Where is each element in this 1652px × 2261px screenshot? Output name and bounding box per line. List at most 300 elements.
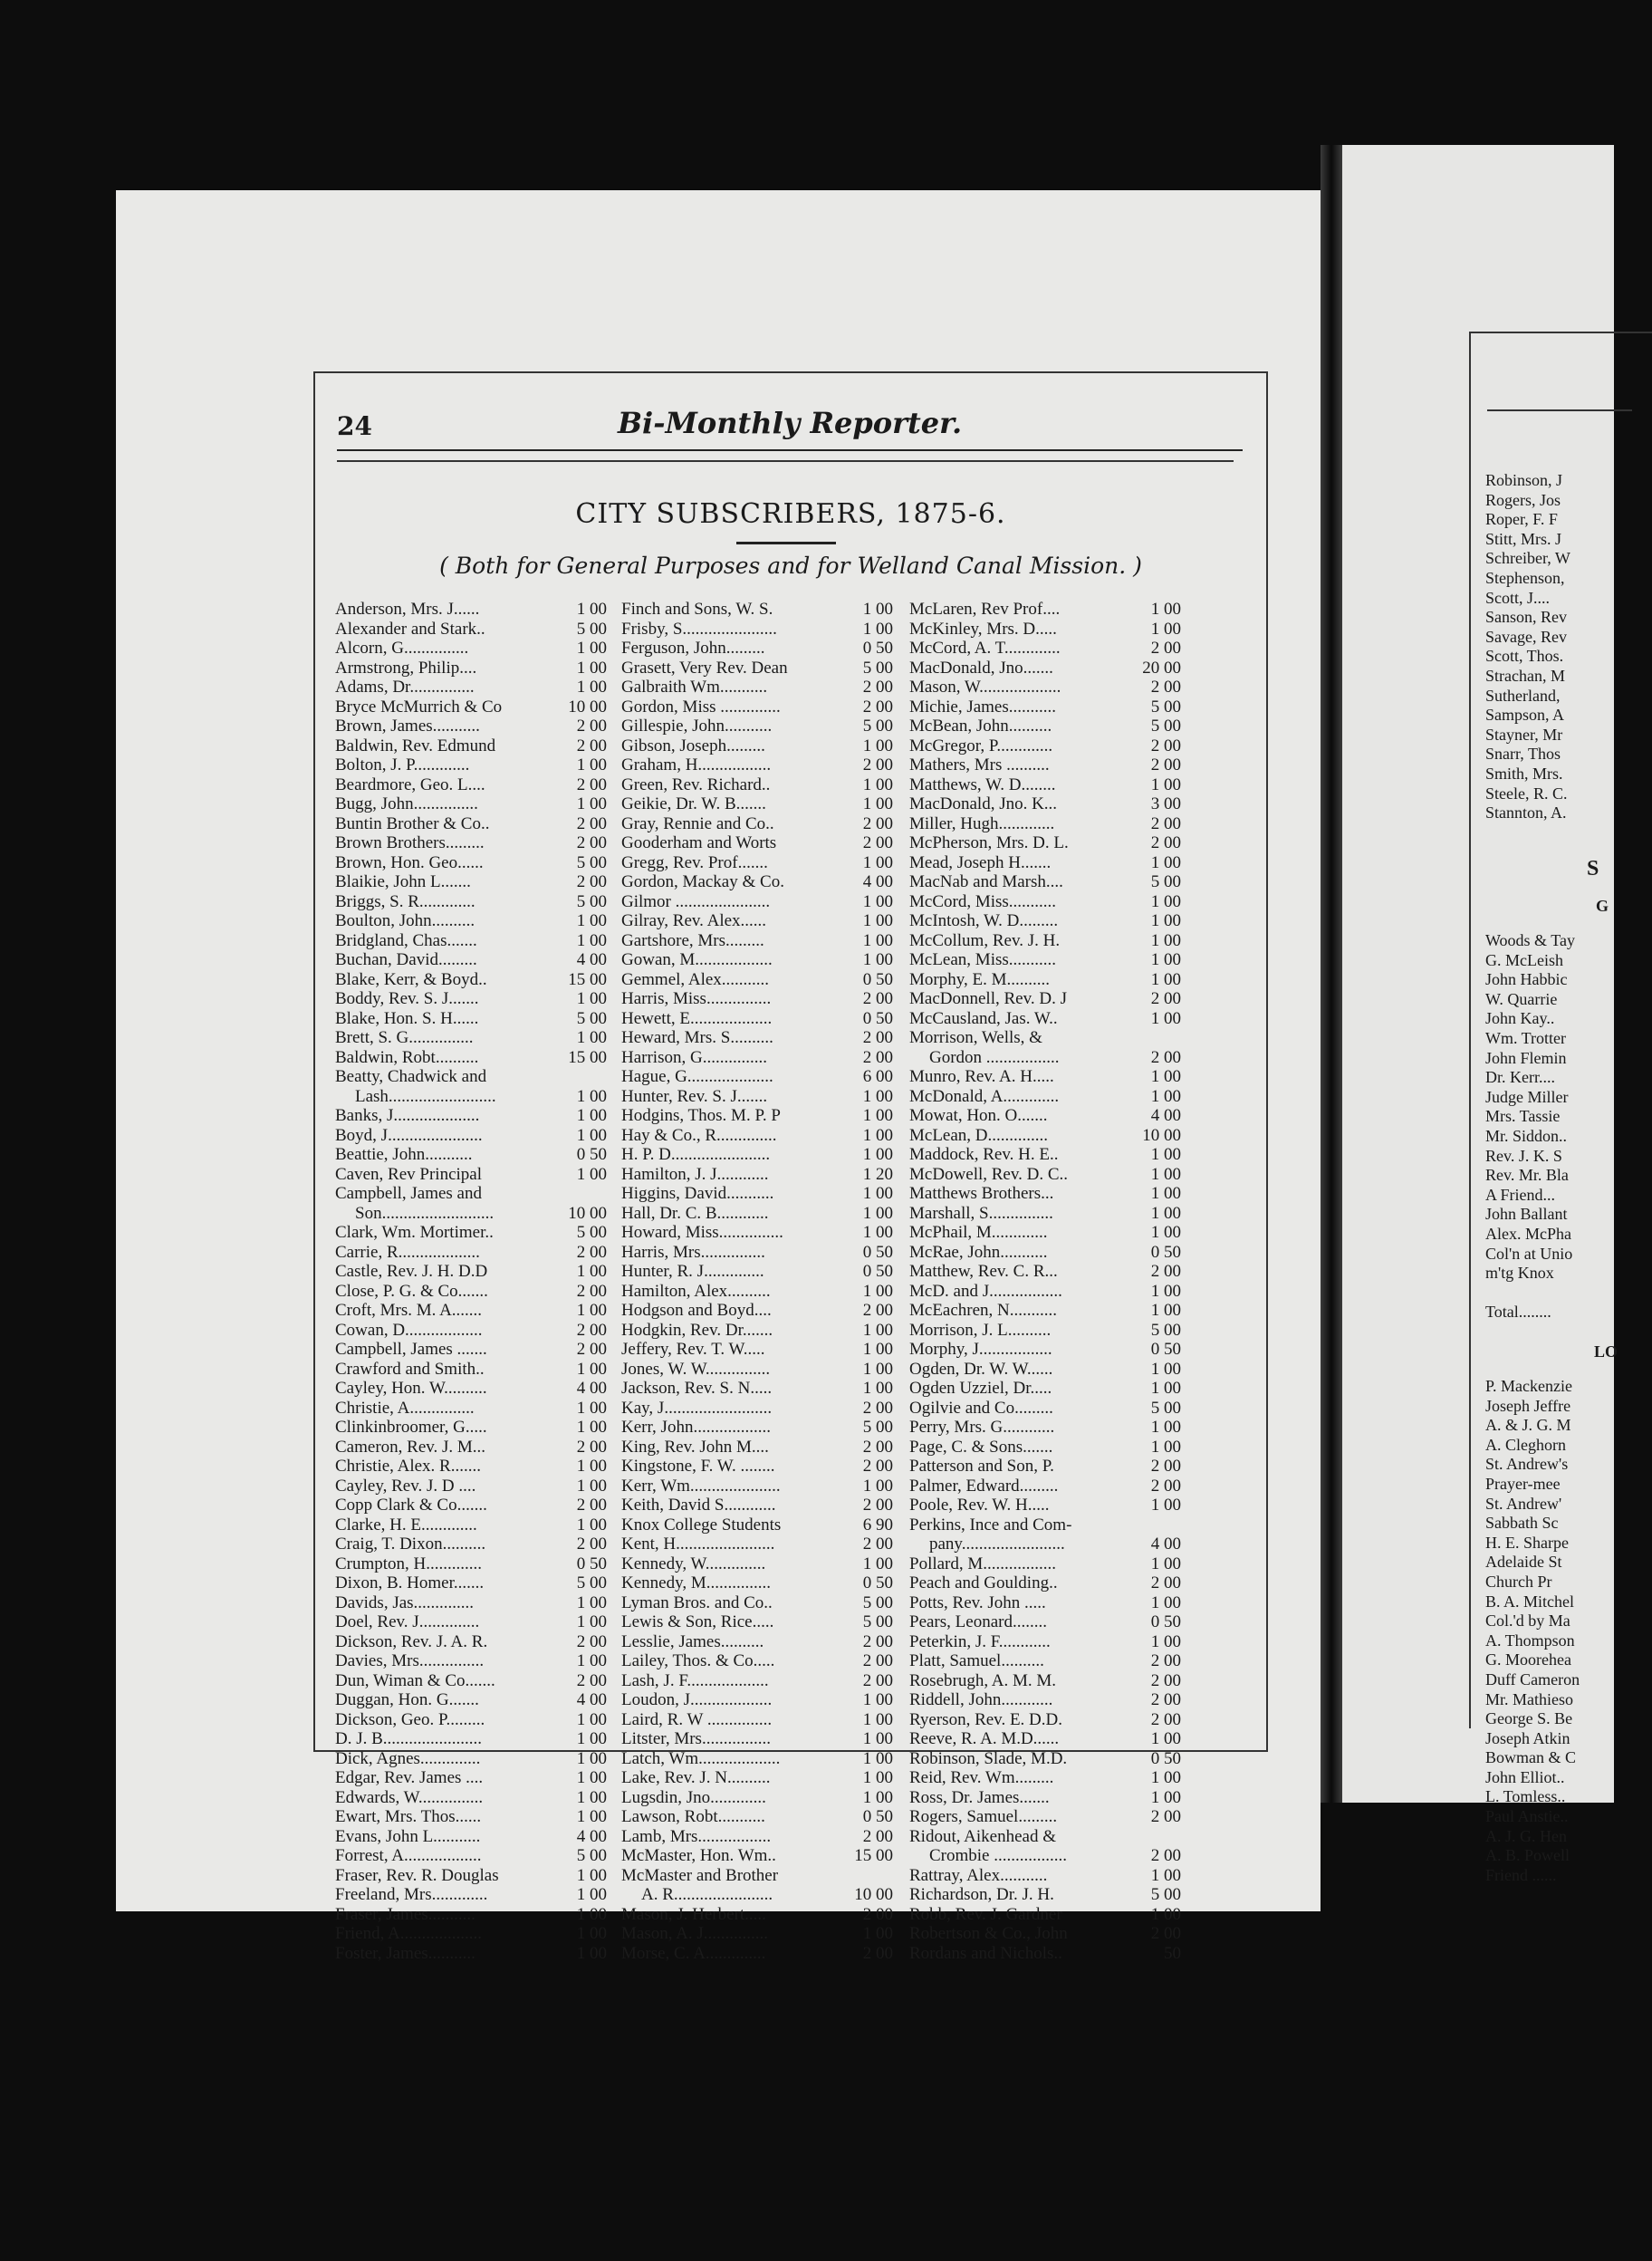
subscription-amount: 1 00 [1150, 1086, 1181, 1106]
subscriber-entry [909, 736, 1181, 756]
subscriber-entry [335, 853, 607, 873]
subscriber-name: Cowan, D.................. [335, 1320, 483, 1340]
subscriber-entry [909, 1690, 1181, 1710]
book-gutter [1321, 145, 1342, 1803]
subscriber-name: Bolton, J. P............. [335, 755, 470, 775]
subscriber-name: Hodgson and Boyd.... [621, 1301, 772, 1320]
subscriber-name: Rogers, Samuel......... [909, 1807, 1058, 1826]
subscriber-name: McCausland, Jas. W.. [909, 1008, 1058, 1028]
subscriber-name: Kennedy, W.............. [621, 1554, 766, 1573]
subscription-amount: 0 50 [862, 639, 893, 658]
subscriber-entry [335, 1028, 607, 1048]
subscriber-name: Bugg, John............... [335, 794, 478, 813]
subscriber-name: Matthews, W. D........ [909, 775, 1056, 794]
subscriber-name: Blaikie, John L....... [335, 872, 471, 891]
subscriber-entry [335, 1846, 607, 1866]
subscriber-name: Frisby, S...................... [621, 619, 777, 639]
subscriber-entry [621, 1905, 893, 1925]
subscriber-entry [335, 833, 607, 853]
subscriber-name: Brown, Hon. Geo...... [335, 852, 484, 872]
subscription-amount: 1 00 [576, 911, 607, 930]
subscriber-name: Grasett, Very Rev. Dean [621, 658, 788, 678]
subscriber-entry [909, 950, 1181, 970]
subscriber-name: Close, P. G. & Co....... [335, 1281, 488, 1301]
subscriber-entry [335, 755, 607, 775]
right-subscriber-entry: Robinson, J [1485, 471, 1563, 489]
subscriber-entry [909, 853, 1181, 873]
subscriber-entry [335, 794, 607, 814]
subscriber-name: Fraser, James........... [335, 1904, 475, 1924]
subscriber-column-2 [621, 600, 893, 1963]
subscriber-name: Reeve, R. A. M.D...... [909, 1729, 1060, 1748]
subscriber-name: McCord, A. T............. [909, 639, 1061, 658]
subscriber-entry [335, 1671, 607, 1691]
subscription-amount: 1 00 [576, 1164, 607, 1184]
section-title: CITY SUBSCRIBERS, 1875-6. [575, 498, 1006, 530]
subscriber-name: Mowat, Hon. O....... [909, 1106, 1048, 1125]
section-subtitle: ( Both for General Purposes and for Welland Canal Mission. ) [439, 553, 1142, 579]
subscriber-name: McDonald, A............. [909, 1086, 1060, 1106]
right-subscriber-entry: St. Andrew' [1485, 1494, 1562, 1513]
subscriber-name: Richardson, Dr. J. H. [909, 1885, 1054, 1904]
subscription-amount: 0 50 [862, 1242, 893, 1262]
subscriber-entry [621, 736, 893, 756]
subscriber-entry [909, 794, 1181, 814]
right-heading-s: S [1587, 857, 1601, 880]
subscriber-name: Forrest, A.................. [335, 1846, 482, 1865]
subscriber-name: King, Rev. John M.... [621, 1437, 769, 1457]
subscriber-entry [335, 1165, 607, 1185]
subscriber-entry [621, 1067, 893, 1087]
subscription-amount: 5 00 [1150, 1885, 1181, 1904]
subscriber-name: Gregg, Rev. Prof....... [621, 852, 768, 872]
subscriber-entry [621, 1846, 893, 1866]
subscription-amount: 1 00 [576, 755, 607, 775]
subscriber-name: Perry, Mrs. G............ [909, 1418, 1055, 1437]
subscriber-name: Palmer, Edward......... [909, 1476, 1059, 1496]
subscriber-entry [909, 1067, 1181, 1087]
subscriber-entry [335, 678, 607, 698]
subscription-amount: 1 00 [1150, 1418, 1181, 1437]
subscription-amount: 1 00 [576, 1457, 607, 1476]
subscriber-entry [621, 1438, 893, 1458]
right-subscriber-entry: L. Tomless.. [1485, 1787, 1566, 1806]
subscriber-entry [621, 1204, 893, 1224]
subscription-amount: 2 00 [1150, 639, 1181, 658]
subscriber-entry [335, 970, 607, 990]
subscriber-entry [335, 1126, 607, 1146]
subscriber-entry [909, 1340, 1181, 1360]
subscriber-entry [335, 1087, 607, 1107]
subscription-amount: 1 00 [576, 930, 607, 950]
subscription-amount: 10 00 [568, 697, 607, 717]
subscriber-name: McIntosh, W. D......... [909, 911, 1059, 930]
subscriber-entry [335, 1885, 607, 1905]
subscription-amount: 4 00 [862, 872, 893, 891]
right-subscriber-entry: Alex. McPha [1485, 1224, 1571, 1243]
subscriber-name: Lake, Rev. J. N.......... [621, 1768, 771, 1787]
subscriber-name: Peach and Goulding.. [909, 1573, 1058, 1592]
subscriber-entry [621, 1165, 893, 1185]
subscriber-entry [621, 853, 893, 873]
subscriber-name: Patterson and Son, P. [909, 1457, 1054, 1476]
subscription-amount: 2 00 [1150, 755, 1181, 775]
subscriber-name: Gray, Rennie and Co.. [621, 813, 774, 833]
subscription-amount: 1 00 [1150, 1223, 1181, 1242]
journal-title: Bi-Monthly Reporter. [618, 406, 963, 440]
subscription-amount: 1 00 [1150, 1008, 1181, 1028]
subscriber-name: Kerr, Wm..................... [621, 1476, 781, 1496]
subscriber-name: Alcorn, G............... [335, 639, 469, 658]
subscriber-entry [335, 1729, 607, 1749]
right-subscriber-entry: A Friend... [1485, 1185, 1556, 1204]
subscription-amount: 1 00 [862, 1184, 893, 1203]
subscriber-name: Riddell, John............ [909, 1690, 1053, 1709]
subscriber-name: Ogilvie and Co......... [909, 1398, 1053, 1418]
subscription-amount: 2 00 [1150, 736, 1181, 755]
subscriber-entry [909, 1282, 1181, 1302]
right-subscriber-list-1 [1485, 471, 1630, 823]
subscriber-entry [335, 1243, 607, 1263]
subscriber-entry [909, 1145, 1181, 1165]
subscriber-entry [335, 1379, 607, 1399]
subscription-amount: 1 00 [1150, 930, 1181, 950]
subscriber-entry [909, 1632, 1181, 1652]
subscriber-name: Ryerson, Rev. E. D.D. [909, 1709, 1062, 1729]
subscription-amount: 1 00 [862, 736, 893, 755]
subscription-amount: 10 00 [854, 1885, 893, 1904]
subscriber-entry [335, 1535, 607, 1554]
subscriber-entry [335, 1827, 607, 1847]
right-subscriber-entry: Stephenson, [1485, 568, 1565, 587]
subscriber-entry [621, 833, 893, 853]
subscriber-entry [909, 659, 1181, 678]
subscriber-name: McMaster, Hon. Wm.. [621, 1846, 776, 1865]
right-subscriber-entry: John Ballant [1485, 1205, 1568, 1224]
right-subscriber-entry: Sabbath Sc [1485, 1514, 1559, 1533]
subscription-amount: 10 00 [1142, 1125, 1181, 1145]
right-subscriber-entry: Stannton, A. [1485, 803, 1567, 823]
subscription-amount: 1 00 [862, 600, 893, 619]
right-subscriber-entry: George S. Be [1485, 1709, 1573, 1728]
right-subscriber-entry: Col'n at Unio [1485, 1244, 1573, 1263]
subscription-amount: 1 00 [1150, 1379, 1181, 1398]
subscriber-name: Pollard, M................. [909, 1554, 1057, 1573]
subscription-amount: 0 50 [1150, 1340, 1181, 1359]
subscriber-name: Gordon ................. [929, 1047, 1060, 1067]
right-subscriber-entry: A. Thompson [1485, 1631, 1575, 1650]
subscriber-entry [335, 1418, 607, 1438]
subscriber-entry [909, 1028, 1181, 1048]
header-rule [337, 460, 1234, 462]
subscription-amount: 1 00 [576, 1807, 607, 1826]
right-subscriber-entry: A. B. Powell [1485, 1846, 1570, 1865]
subscriber-entry [621, 1028, 893, 1048]
subscriber-name: Keith, David S............ [621, 1496, 776, 1515]
subscriber-name: Morrison, J. L.......... [909, 1320, 1052, 1340]
subscriber-entry [909, 1710, 1181, 1730]
subscription-amount: 1 00 [862, 775, 893, 794]
subscription-amount: 2 00 [1150, 1924, 1181, 1943]
subscription-amount: 1 00 [1150, 1592, 1181, 1612]
subscriber-name: Finch and Sons, W. S. [621, 600, 773, 619]
subscription-amount: 4 00 [1150, 1106, 1181, 1125]
subscriber-entry [621, 600, 893, 620]
right-subscriber-entry [1485, 1284, 1630, 1304]
subscription-amount: 2 00 [1150, 1573, 1181, 1592]
subscription-amount: 1 00 [576, 1865, 607, 1885]
subscription-amount: 6 90 [862, 1515, 893, 1535]
subscriber-name: McEachren, N........... [909, 1301, 1058, 1320]
subscription-amount: 1 00 [862, 911, 893, 930]
right-subscriber-entry: Schreiber, W [1485, 549, 1570, 568]
subscriber-name: Reid, Rev. Wm......... [909, 1768, 1054, 1787]
subscriber-name: Robertson & Co., John [909, 1924, 1068, 1943]
subscriber-entry [909, 1612, 1181, 1632]
subscriber-name: Mason, A. J............... [621, 1924, 769, 1943]
subscriber-entry [909, 698, 1181, 717]
subscriber-name: Christie, A............... [335, 1398, 475, 1418]
subscription-amount: 1 00 [862, 1145, 893, 1164]
subscriber-entry [621, 1535, 893, 1554]
subscriber-entry [909, 1418, 1181, 1438]
subscriber-name: Jones, W. W............... [621, 1359, 771, 1379]
subscriber-entry [621, 1593, 893, 1613]
subscriber-entry [909, 1944, 1181, 1964]
subscriber-entry [909, 678, 1181, 698]
subscription-amount: 5 00 [1150, 717, 1181, 736]
subscriber-entry [909, 1399, 1181, 1419]
subscriber-name: Robinson, Slade, M.D. [909, 1748, 1068, 1768]
subscription-amount: 4 00 [576, 1690, 607, 1709]
subscriber-entry [621, 1360, 893, 1380]
right-subscriber-entry: Col.'d by Ma [1485, 1612, 1570, 1631]
subscription-amount: 1 00 [862, 891, 893, 911]
subscription-amount: 2 00 [576, 833, 607, 852]
subscriber-entry [909, 1866, 1181, 1886]
subscription-amount: 1 00 [1150, 1729, 1181, 1748]
right-subscriber-entry: Steele, R. C. [1485, 784, 1568, 803]
right-subscriber-entry: G. McLeish [1485, 950, 1563, 969]
subscriber-name: Baldwin, Robt.......... [335, 1047, 479, 1067]
subscriber-entry [335, 1866, 607, 1886]
subscription-amount: 0 50 [576, 1554, 607, 1573]
subscription-amount: 1 00 [862, 930, 893, 950]
subscriber-entry [335, 1204, 607, 1224]
subscriber-entry [335, 1477, 607, 1496]
subscriber-name: Boyd, J...................... [335, 1125, 483, 1145]
subscriber-entry [909, 1165, 1181, 1185]
subscriber-entry [909, 1651, 1181, 1671]
subscriber-entry [335, 872, 607, 892]
subscriber-entry [335, 892, 607, 912]
subscriber-name: Michie, James........... [909, 697, 1057, 717]
subscriber-entry [621, 717, 893, 736]
subscription-amount: 0 50 [862, 1008, 893, 1028]
subscription-amount: 1 00 [862, 1554, 893, 1573]
right-heading-lo: LO [1594, 1342, 1618, 1361]
subscriber-entry [621, 989, 893, 1009]
subscription-amount: 5 00 [1150, 1320, 1181, 1340]
subscriber-entry [335, 1612, 607, 1632]
right-subscriber-entry: Scott, J.... [1485, 588, 1551, 607]
right-subscriber-entry: Church Pr [1485, 1572, 1552, 1591]
subscriber-entry [621, 1632, 893, 1652]
subscriber-name: Bridgland, Chas....... [335, 930, 477, 950]
subscription-amount: 1 00 [862, 1924, 893, 1943]
subscription-amount: 2 00 [862, 678, 893, 697]
subscription-amount: 1 20 [862, 1164, 893, 1184]
subscriber-name: Geikie, Dr. W. B....... [621, 794, 766, 813]
subscriber-name: Carrie, R................... [335, 1242, 480, 1262]
subscriber-name: Doel, Rev. J.............. [335, 1612, 480, 1631]
subscriber-name: Ogden Uzziel, Dr..... [909, 1379, 1052, 1398]
subscriber-name: Crawford and Smith.. [335, 1359, 485, 1379]
right-subscriber-entry: m'tg Knox [1485, 1264, 1554, 1283]
right-page [1342, 145, 1618, 1884]
subscription-amount: 1 00 [862, 852, 893, 872]
subscription-amount: 1 00 [862, 1125, 893, 1145]
subscriber-name: Cayley, Rev. J. D .... [335, 1476, 476, 1496]
subscriber-entry [909, 1106, 1181, 1126]
subscription-amount: 1 00 [862, 794, 893, 813]
subscription-amount: 2 00 [576, 1670, 607, 1690]
subscriber-entry [621, 698, 893, 717]
subscription-amount: 2 00 [862, 697, 893, 717]
subscription-amount: 1 00 [576, 1418, 607, 1437]
subscriber-name: Marshall, S............... [909, 1203, 1053, 1223]
subscriber-entry [621, 1243, 893, 1263]
subscription-amount: 2 00 [1150, 813, 1181, 833]
subscriber-entry [909, 989, 1181, 1009]
subscriber-entry [621, 1612, 893, 1632]
subscriber-name: McPherson, Mrs. D. L. [909, 833, 1069, 852]
subscription-amount: 15 00 [568, 1047, 607, 1067]
subscription-amount: 1 00 [576, 1729, 607, 1748]
subscriber-entry [335, 1184, 607, 1204]
subscription-amount: 1 00 [576, 1709, 607, 1729]
right-subscriber-entry: Woods & Tay [1485, 931, 1575, 949]
subscriber-entry [909, 775, 1181, 795]
right-subscriber-entry: H. E. Sharpe [1485, 1533, 1569, 1552]
subscription-amount: 1 00 [862, 1203, 893, 1223]
subscription-amount: 1 00 [1150, 852, 1181, 872]
subscriber-name: Gillespie, John........... [621, 717, 773, 736]
subscriber-entry [621, 1515, 893, 1535]
subscriber-entry [909, 1554, 1181, 1574]
subscriber-entry [335, 1651, 607, 1671]
subscriber-entry [621, 1690, 893, 1710]
subscriber-entry [909, 1243, 1181, 1263]
subscriber-name: McKinley, Mrs. D..... [909, 619, 1057, 639]
subscriber-entry [335, 950, 607, 970]
subscription-amount: 1 00 [862, 1359, 893, 1379]
subscriber-name: Platt, Samuel.......... [909, 1651, 1044, 1670]
subscriber-name: Baldwin, Rev. Edmund [335, 736, 496, 755]
subscription-amount: 2 00 [576, 736, 607, 755]
subscriber-entry [621, 775, 893, 795]
subscriber-entry [909, 600, 1181, 620]
subscription-amount: 2 00 [862, 1457, 893, 1476]
subscriber-entry [621, 678, 893, 698]
subscriber-name: Clinkinbroomer, G..... [335, 1418, 487, 1437]
subscriber-name: Fraser, Rev. R. Douglas [335, 1865, 499, 1885]
subscriber-name: Miller, Hugh............. [909, 813, 1055, 833]
right-subscriber-entry: A. & J. G. M [1485, 1416, 1571, 1435]
subscription-amount: 1 00 [862, 1379, 893, 1398]
subscription-amount: 0 50 [862, 1573, 893, 1592]
subscriber-entry [621, 1184, 893, 1204]
subscription-amount: 0 50 [862, 969, 893, 989]
subscriber-entry [621, 1399, 893, 1419]
subscriber-name: H. P. D....................... [621, 1145, 771, 1164]
subscriber-entry [621, 794, 893, 814]
subscriber-entry [621, 1496, 893, 1515]
subscriber-name: Edwards, W............... [335, 1787, 484, 1807]
subscriber-entry [621, 1710, 893, 1730]
subscriber-entry [335, 911, 607, 931]
subscription-amount: 2 00 [862, 1047, 893, 1067]
subscriber-name: Morphy, J................. [909, 1340, 1052, 1359]
subscriber-name: McRae, John........... [909, 1242, 1048, 1262]
subscriber-name: Gibson, Joseph......... [621, 736, 765, 755]
subscription-amount: 1 00 [1150, 1145, 1181, 1164]
subscriber-name: Gilray, Rev. Alex...... [621, 911, 767, 930]
subscription-amount: 2 00 [576, 872, 607, 891]
subscription-amount: 0 50 [862, 1262, 893, 1281]
subscriber-name: Hague, G.................... [621, 1067, 773, 1086]
subscriber-name: Pears, Leonard........ [909, 1612, 1047, 1631]
right-subscriber-entry: Joseph Atkin [1485, 1728, 1570, 1747]
subscriber-name: Lugsdin, Jno............. [621, 1787, 766, 1807]
subscriber-name: Lyman Bros. and Co.. [621, 1592, 773, 1612]
subscription-amount: 4 00 [576, 1379, 607, 1398]
subscriber-entry [621, 950, 893, 970]
right-subscriber-entry: St. Andrew's [1485, 1455, 1569, 1474]
subscriber-entry [335, 1457, 607, 1477]
subscription-amount: 1 00 [576, 1943, 607, 1963]
subscriber-entry [621, 1009, 893, 1029]
subscriber-name: Lamb, Mrs................. [621, 1826, 772, 1846]
subscriber-name: Rosebrugh, A. M. M. [909, 1670, 1057, 1690]
subscriber-name: Foster, James........... [335, 1943, 475, 1963]
subscription-amount: 2 00 [576, 775, 607, 794]
subscriber-name: Hodgins, Thos. M. P. P [621, 1106, 781, 1125]
subscriber-name: Cameron, Rev. J. M... [335, 1437, 486, 1457]
subscription-amount: 1 00 [576, 639, 607, 658]
subscriber-entry [621, 931, 893, 951]
subscriber-name: Duggan, Hon. G....... [335, 1690, 479, 1709]
subscriber-name: Munro, Rev. A. H..... [909, 1067, 1054, 1086]
subscriber-entry [335, 698, 607, 717]
right-subscriber-entry: Paul Anstie.. [1485, 1807, 1569, 1826]
subscription-amount: 1 00 [576, 1924, 607, 1943]
subscription-amount: 5 00 [576, 852, 607, 872]
right-subscriber-entry: Scott, Thos. [1485, 647, 1564, 666]
right-subscriber-entry: Mrs. Tassie [1485, 1107, 1561, 1126]
subscriber-entry [335, 1554, 607, 1574]
subscription-amount: 2 00 [862, 1535, 893, 1554]
subscriber-name: Friend, A................... [335, 1924, 483, 1943]
subscription-amount: 1 00 [862, 1340, 893, 1359]
subscriber-entry [909, 1573, 1181, 1593]
subscriber-entry [335, 1145, 607, 1165]
subscriber-entry [909, 1009, 1181, 1029]
subscriber-entry [909, 1729, 1181, 1749]
subscriber-entry [621, 1477, 893, 1496]
subscriber-name: McMaster and Brother [621, 1865, 779, 1885]
subscriber-entry [621, 1321, 893, 1341]
